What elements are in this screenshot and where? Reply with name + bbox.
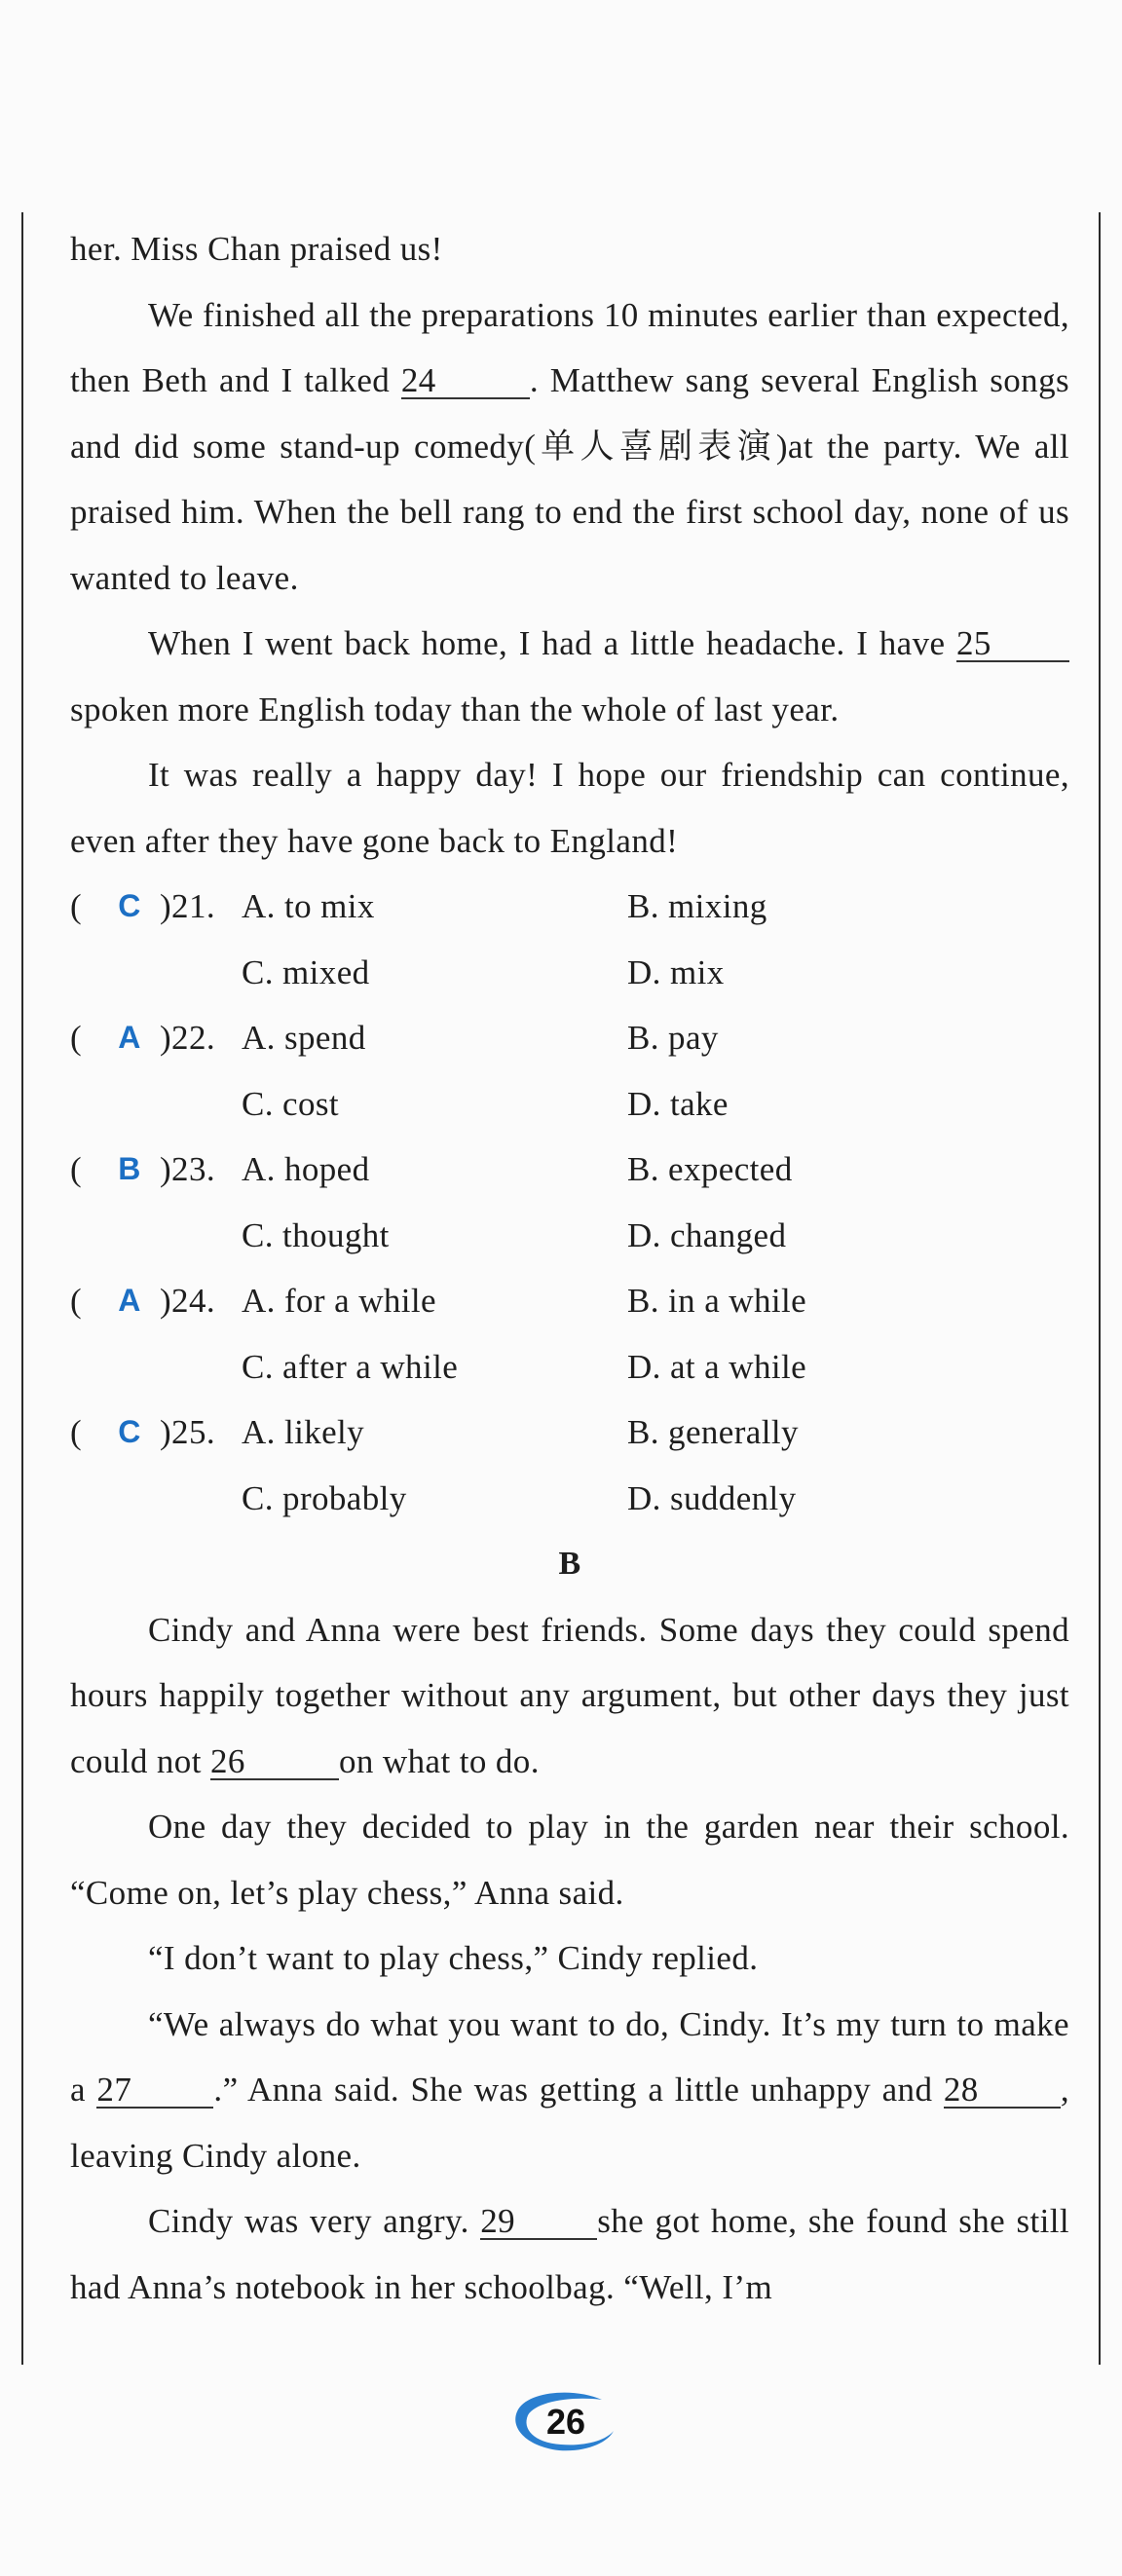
passage-a-paragraph-3: When I went back home, I had a little headache. I have 25 spoken more English today than the whole of last year. — [70, 611, 1069, 742]
passage-a-paragraph-1: her. Miss Chan praised us! — [70, 230, 443, 268]
question-row-ab — [70, 874, 1069, 940]
option-c: C. mixed — [242, 952, 370, 991]
blank-25: 25 — [956, 627, 1069, 662]
answer-mark: C — [118, 888, 141, 923]
question-21 — [70, 874, 1069, 1005]
paren-open: ( — [70, 1019, 83, 1057]
option-c: C. thought — [242, 1215, 390, 1254]
option-d: D. mix — [627, 952, 725, 991]
question-row-ab — [70, 1005, 1069, 1071]
question-number: )21. — [160, 887, 216, 925]
right-margin-rule — [1099, 212, 1101, 2365]
option-a: A. for a while — [242, 1282, 436, 1320]
page-number: 26 — [545, 2402, 586, 2442]
question-row-ab — [70, 1268, 1069, 1334]
answer-mark: B — [118, 1151, 141, 1186]
question-row-ab — [70, 1137, 1069, 1203]
passage-a-paragraph-4: It was really a happy day! I hope our friendship can continue, even after they have gone back to England! — [70, 756, 1069, 860]
question-number: )24. — [160, 1282, 216, 1320]
paren-open: ( — [70, 1150, 83, 1188]
question-23 — [70, 1137, 1069, 1268]
option-b: B. in a while — [627, 1282, 807, 1320]
answer-mark: C — [118, 1414, 141, 1449]
question-row-ab — [70, 1400, 1069, 1466]
question-number: )25. — [160, 1413, 216, 1451]
passage-b-paragraph-1: Cindy and Anna were best friends. Some days they could spend hours happily together without any argument, but other days they just could not 26 on what to do. — [70, 1610, 1069, 1780]
option-c: C. cost — [242, 1084, 340, 1123]
question-row-cd — [70, 1466, 1069, 1532]
option-d: D. changed — [627, 1215, 787, 1254]
option-a: A. to mix — [242, 887, 375, 925]
blank-29: 29 — [480, 2205, 597, 2240]
passage-b-paragraph-2: One day they decided to play in the garden near their school. “Come on, let’s play chess,” Anna said. — [70, 1808, 1069, 1912]
option-b: B. mixing — [627, 887, 767, 925]
passage-b-paragraph-5: Cindy was very angry. 29 she got home, she found she still had Anna’s notebook in her schoolbag. “Well, I’m — [70, 2202, 1069, 2306]
blank-24: 24 — [401, 364, 530, 399]
blank-27: 27 — [96, 2073, 213, 2109]
question-row-cd — [70, 940, 1069, 1006]
question-row-cd — [70, 1071, 1069, 1138]
blank-28: 28 — [944, 2073, 1061, 2109]
option-b: B. generally — [627, 1413, 799, 1451]
option-b: B. pay — [627, 1019, 719, 1057]
question-number: )23. — [160, 1150, 216, 1188]
question-row-cd — [70, 1203, 1069, 1269]
option-a: A. hoped — [242, 1150, 370, 1188]
passage-b-paragraph-3: “I don’t want to play chess,” Cindy replied. — [148, 1939, 759, 1977]
option-c: C. after a while — [242, 1347, 459, 1386]
option-d: D. take — [627, 1084, 729, 1123]
option-c: C. probably — [242, 1478, 407, 1517]
page-content — [70, 216, 1069, 2320]
question-25 — [70, 1400, 1069, 1531]
blank-26: 26 — [210, 1745, 339, 1780]
question-22 — [70, 1005, 1069, 1137]
paren-open: ( — [70, 1413, 83, 1451]
question-list — [70, 874, 1069, 1531]
option-a: A. likely — [242, 1413, 365, 1451]
paren-open: ( — [70, 887, 83, 925]
left-margin-rule — [21, 212, 23, 2365]
passage-b-paragraph-4: “We always do what you want to do, Cindy. It’s my turn to make a 27 .” Anna said. She was getting a little unhappy and 28 , leaving Cindy alone. — [70, 2004, 1069, 2175]
option-d: D. at a while — [627, 1347, 807, 1386]
option-d: D. suddenly — [627, 1478, 797, 1517]
answer-mark: A — [118, 1283, 141, 1318]
question-row-cd — [70, 1334, 1069, 1400]
option-b: B. expected — [627, 1150, 793, 1188]
answer-mark: A — [118, 1020, 141, 1055]
question-number: )22. — [160, 1019, 216, 1057]
question-24 — [70, 1268, 1069, 1400]
option-a: A. spend — [242, 1019, 366, 1057]
section-b-title: B — [558, 1546, 581, 1582]
passage-a-paragraph-2: We finished all the preparations 10 minutes earlier than expected, then Beth and I talked 24 . Matthew sang several English songs and did some stand-up comedy(单人喜剧表演)at the party. We all praised him. When the bell rang to end the first school day, none of us wanted to leave. — [70, 295, 1069, 597]
paren-open: ( — [70, 1282, 83, 1320]
